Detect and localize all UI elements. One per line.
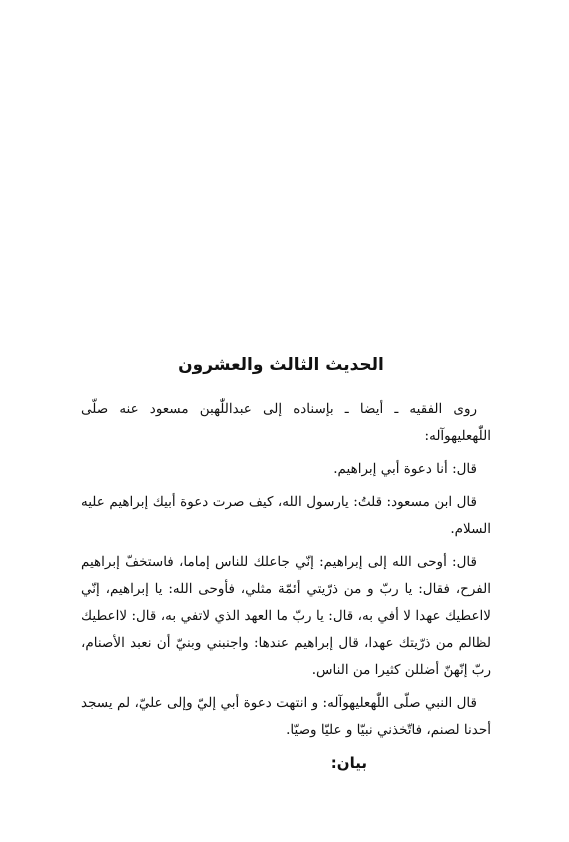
paragraph-narration-chain: روى الفقيه ـ أيضا ـ بإسناده إلى عبداللّٰهبن مسعود عنه صلّى اللّٰهعليهوآله: — [81, 401, 491, 444]
paragraph-ibn-masud-question: قال ابن مسعود: قلتُ: يارسول الله، كيف صرت دعوة أبيك إبراهيم عليه السلام. — [81, 494, 491, 537]
paragraph-revelation: قال: أوحى الله إلى إبراهيم: إنّي جاعلك للناس إماما، فاستخفّ إبراهيم الفرح، فقال: يا ربّ و من ذرّيتي أئمّة مثلي، فأوحى الله: يا إبراهيم، إنّي لااعطيك عهدا لا أفي به، قال: يا ربّ ما العهد الذي لاتفي به، قال: لااعطيك لظالم من ذرّيتك عهدا، قال إبراهيم عندها: واجنبني وبنيّ أن نعبد الأصنام، ربّ إنّهنّ أضللن كثيرا من الناس. — [81, 554, 491, 678]
paragraph-conclusion: قال النبي صلّى اللّٰهعليهوآله: و انتهت دعوة أبي إليّ وإلى عليّ، لم يسجد أحدنا لصنم، فاتّخذني نبيّا و عليّا وصيّا. — [81, 695, 491, 738]
section-label-bayan: بيان: — [330, 754, 367, 772]
page-content — [81, 352, 491, 776]
paragraph-prophet-saying: قال: أنا دعوة أبي إبراهيم. — [333, 461, 477, 477]
hadith-heading: الحديث الثالث والعشرون — [178, 355, 384, 375]
